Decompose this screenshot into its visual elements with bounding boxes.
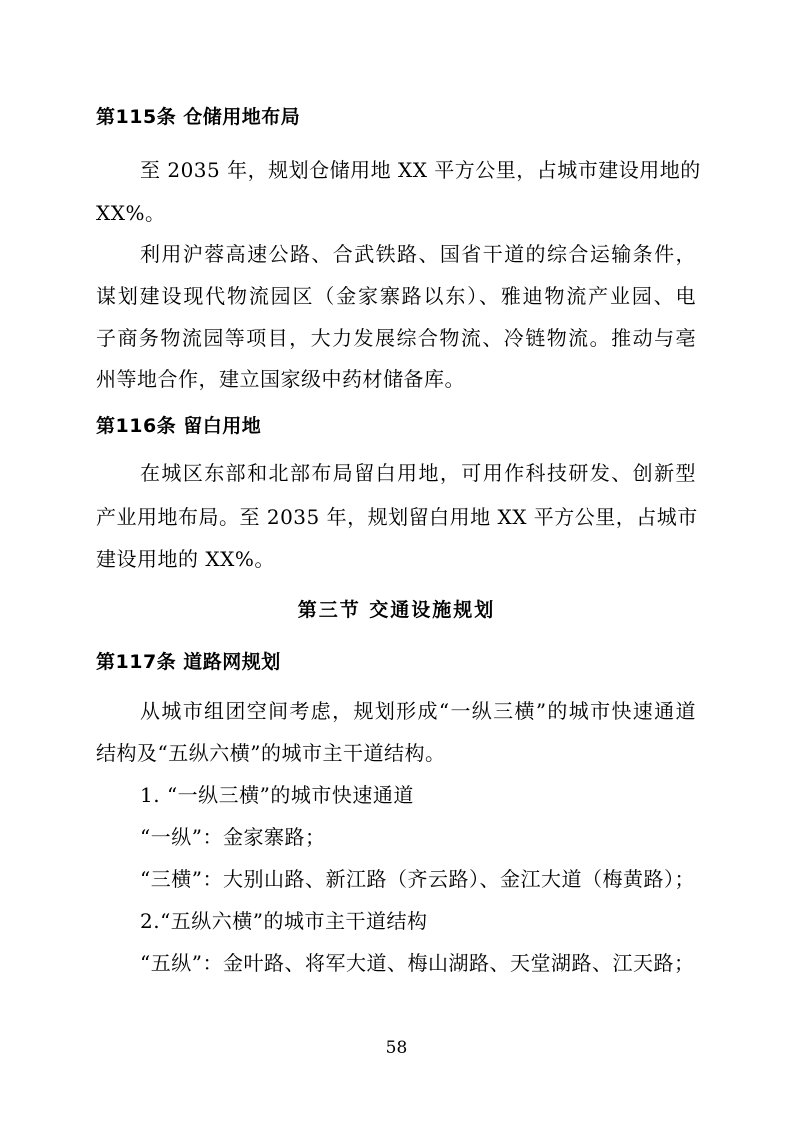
list-item: “五纵”：金叶路、将军大道、梅山湖路、天堂湖路、江天路；	[140, 951, 695, 975]
page-number: 58	[385, 1038, 408, 1058]
paragraph-line: 子商务物流园等项目，大力发展综合物流、冷链物流。推动与亳	[96, 326, 696, 350]
paragraph-line: 州等地合作，建立国家级中药材储备库。	[96, 367, 465, 391]
paragraph-line: 在城区东部和北部布局留白用地，可用作科技研发、创新型	[140, 461, 696, 485]
list-item: “一纵”：金家寨路；	[140, 825, 326, 849]
list-item: “三横”：大别山路、新江路（齐云路）、金江大道（梅黄路）；	[140, 867, 695, 891]
article-117-heading: 第117条 道路网规划	[96, 651, 281, 673]
list-item: 1. “一纵三横”的城市快速通道	[140, 783, 414, 807]
paragraph-line: 产业用地布局。至 2035 年，规划留白用地 XX 平方公里，占城市	[96, 505, 698, 529]
paragraph-line: 利用沪蓉高速公路、合武铁路、国省干道的综合运输条件，	[140, 242, 696, 266]
article-116-heading: 第116条 留白用地	[96, 415, 262, 437]
article-115-heading: 第115条 仓储用地布局	[96, 106, 301, 128]
paragraph-line: 从城市组团空间考虑，规划形成“一纵三横”的城市快速通道	[140, 699, 696, 723]
paragraph-line: 结构及“五纵六横”的城市主干道结构。	[96, 741, 446, 765]
list-item: 2.“五纵六横”的城市主干道结构	[140, 909, 428, 933]
paragraph-line: 建设用地的 XX%。	[96, 547, 275, 571]
paragraph-line: XX%。	[96, 201, 166, 225]
paragraph-line: 谋划建设现代物流园区（金家寨路以东）、雅迪物流产业园、电	[96, 284, 696, 308]
section-title: 第三节 交通设施规划	[297, 599, 496, 621]
paragraph-line: 至 2035 年，规划仓储用地 XX 平方公里，占城市建设用地的	[140, 158, 701, 182]
